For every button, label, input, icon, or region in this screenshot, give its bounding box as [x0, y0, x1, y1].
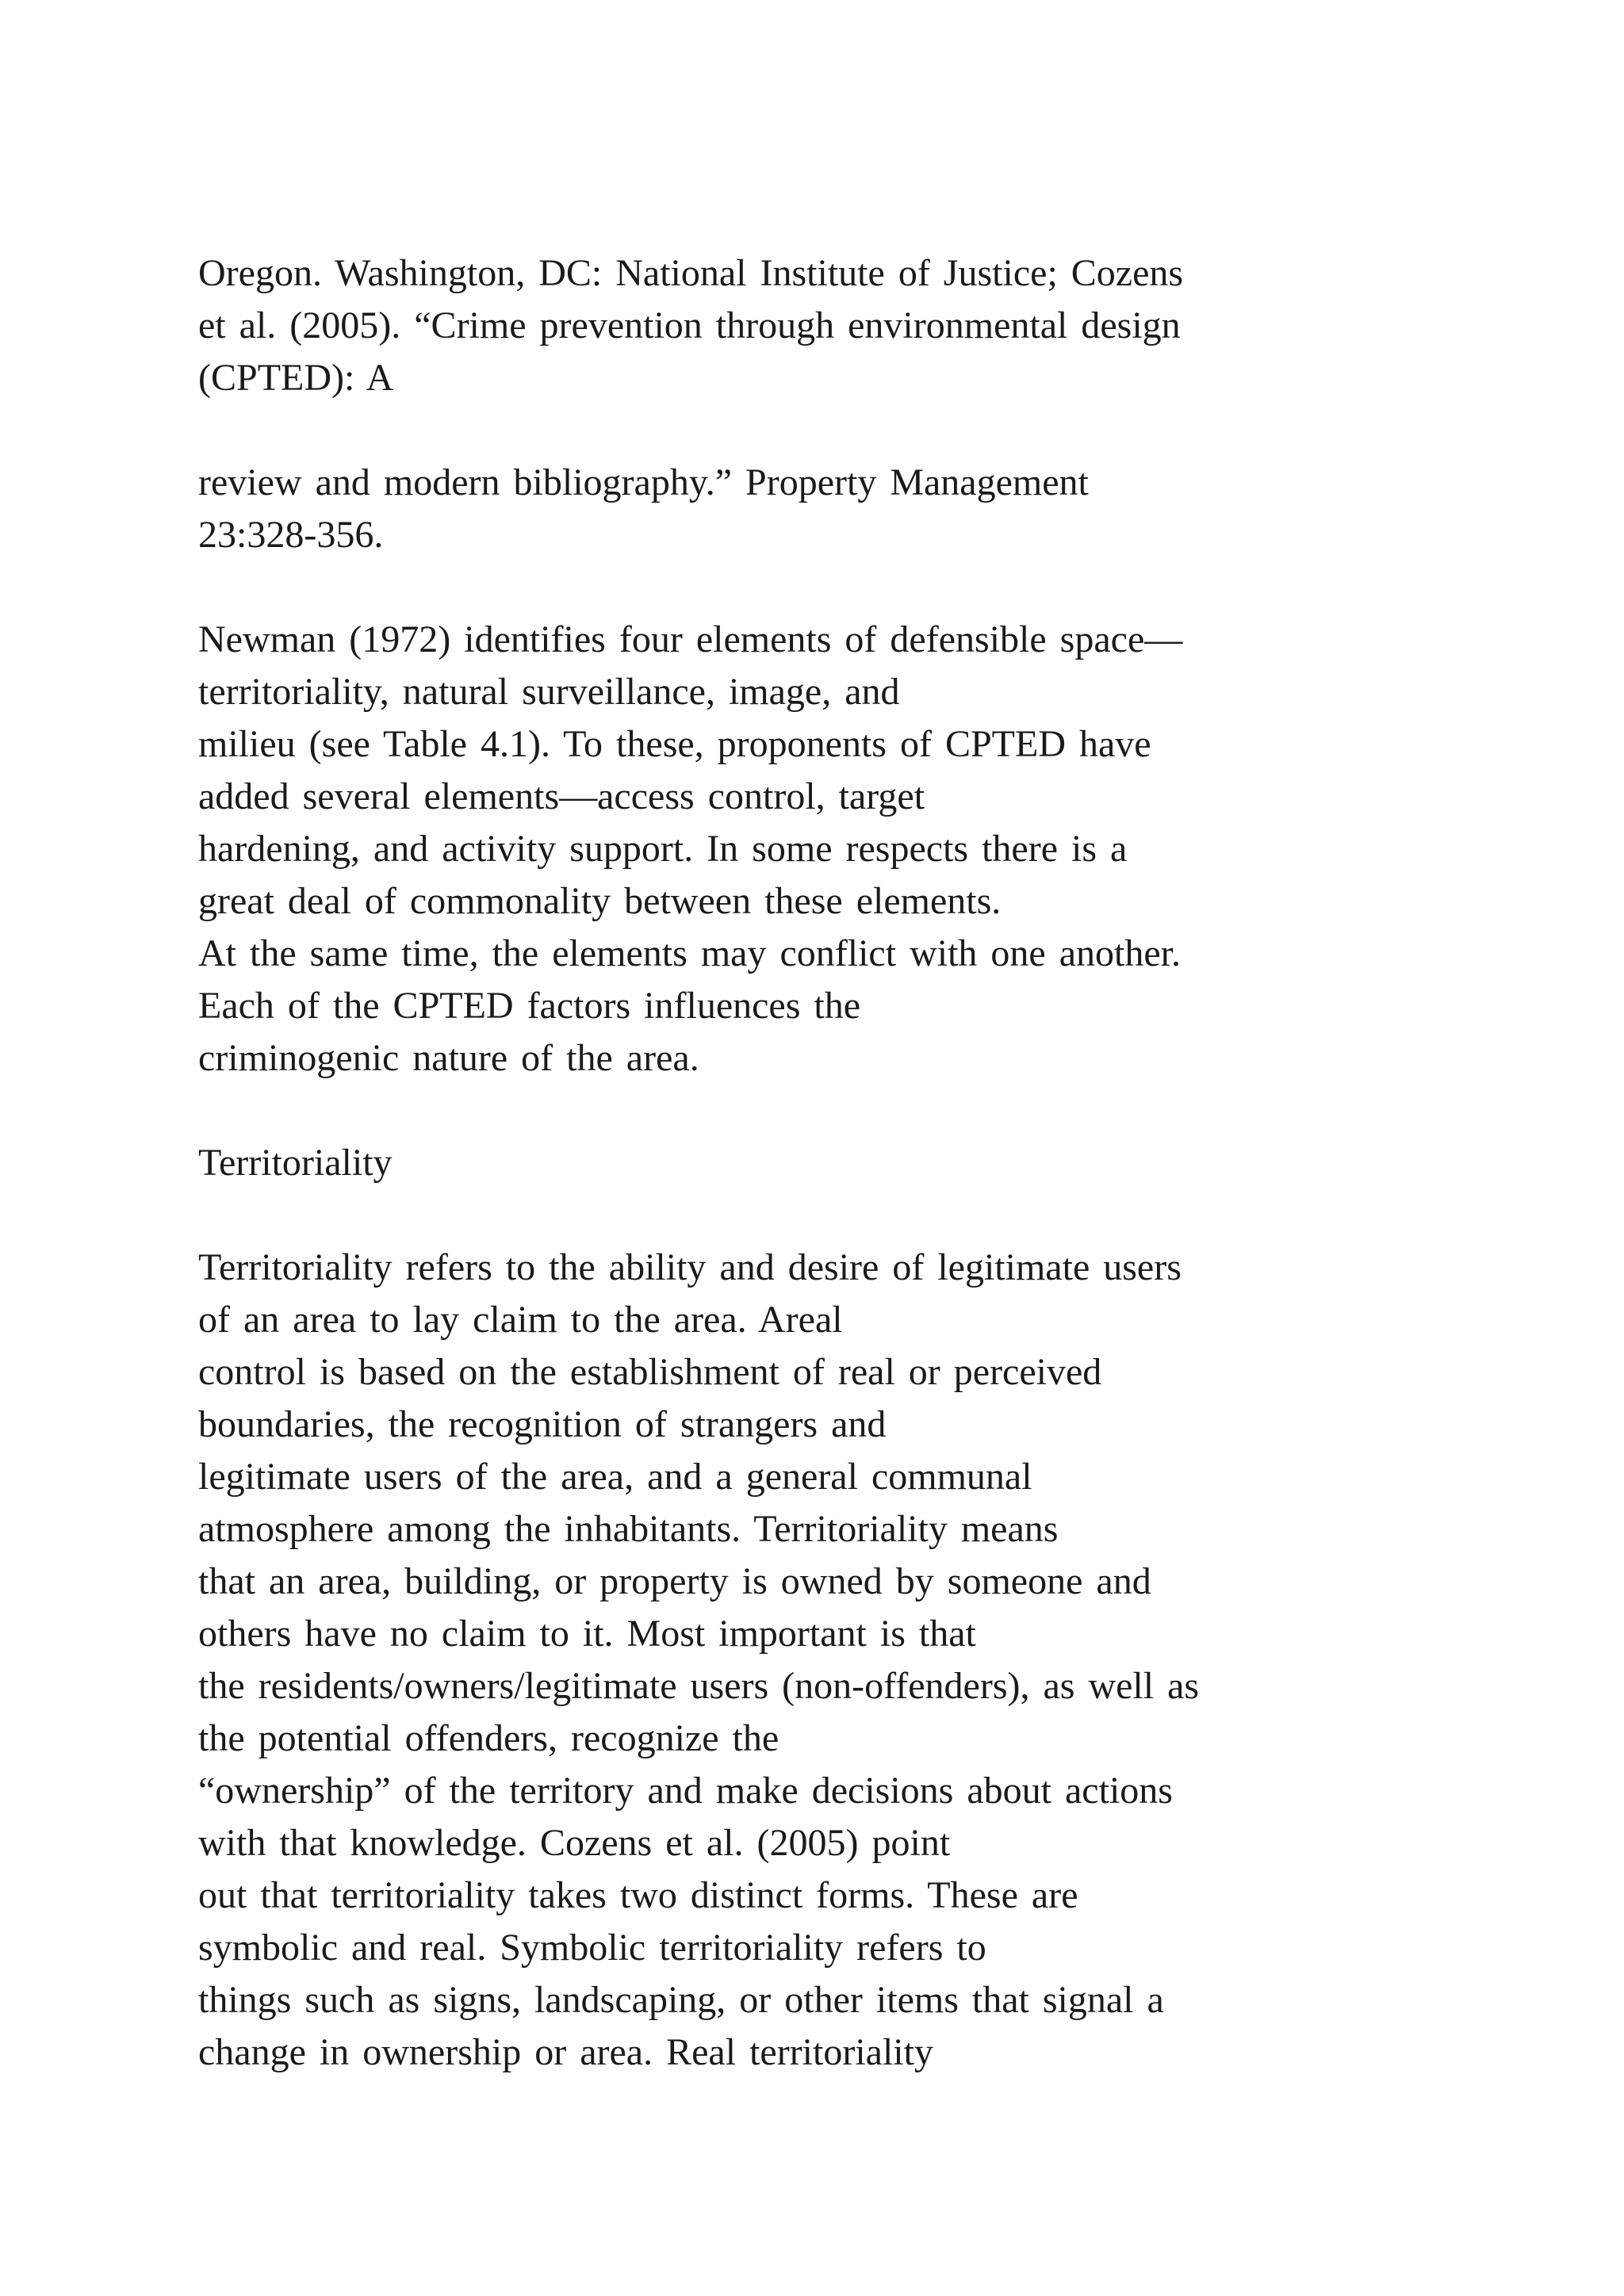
text-line: milieu (see Table 4.1). To these, proponents of CPTED have: [198, 723, 1151, 765]
paragraph-gap: [198, 404, 1546, 457]
text-line: change in ownership or area. Real territoriality: [198, 2031, 933, 2073]
newman-paragraph: [198, 614, 1546, 1085]
section-heading-territoriality: [198, 1137, 1546, 1189]
paragraph-gap: [198, 1085, 1546, 1137]
citation-paragraph: [198, 247, 1546, 404]
section-heading: Territoriality: [198, 1142, 393, 1184]
text-line: the potential offenders, recognize the: [198, 1717, 779, 1759]
paragraph-gap: [198, 1189, 1546, 1242]
document-page: [198, 247, 1546, 2079]
text-line: control is based on the establishment of real or perceived: [198, 1351, 1102, 1393]
citation-continuation: [198, 457, 1546, 561]
text-line: Each of the CPTED factors influences the: [198, 985, 861, 1027]
text-line: others have no claim to it. Most important is that: [198, 1613, 976, 1655]
text-line: review and modern bibliography.” Property Management: [198, 461, 1089, 503]
paragraph-gap: [198, 561, 1546, 614]
text-line: 23:328-356.: [198, 514, 384, 556]
text-line: hardening, and activity support. In some respects there is a: [198, 828, 1128, 870]
text-line: territoriality, natural surveillance, image, and: [198, 671, 900, 713]
text-line: great deal of commonality between these elements.: [198, 880, 1002, 922]
text-line: of an area to lay claim to the area. Areal: [198, 1299, 843, 1341]
text-line: things such as signs, landscaping, or other items that signal a: [198, 1979, 1164, 2021]
text-line: out that territoriality takes two distinct forms. These are: [198, 1874, 1078, 1916]
text-line: symbolic and real. Symbolic territoriality refers to: [198, 1927, 986, 1969]
text-line: Newman (1972) identifies four elements of defensible space—: [198, 618, 1183, 660]
text-line: added several elements—access control, target: [198, 775, 925, 817]
text-line: et al. (2005). “Crime prevention through environmental design: [198, 304, 1181, 346]
text-line: boundaries, the recognition of strangers and: [198, 1403, 887, 1445]
text-line: (CPTED): A: [198, 357, 394, 399]
text-line: Oregon. Washington, DC: National Institute of Justice; Cozens: [198, 252, 1184, 294]
text-line: “ownership” of the territory and make decisions about actions: [198, 1770, 1173, 1812]
text-line: legitimate users of the area, and a general communal: [198, 1456, 1032, 1498]
text-line: the residents/owners/legitimate users (non-offenders), as well as: [198, 1665, 1200, 1707]
territoriality-paragraph: [198, 1242, 1546, 2079]
text-line: with that knowledge. Cozens et al. (2005) point: [198, 1822, 951, 1864]
text-line: Territoriality refers to the ability and desire of legitimate users: [198, 1246, 1182, 1288]
text-line: At the same time, the elements may conflict with one another.: [198, 932, 1181, 974]
text-line: atmosphere among the inhabitants. Territoriality means: [198, 1508, 1059, 1550]
text-line: criminogenic nature of the area.: [198, 1037, 699, 1079]
text-line: that an area, building, or property is owned by someone and: [198, 1560, 1151, 1602]
